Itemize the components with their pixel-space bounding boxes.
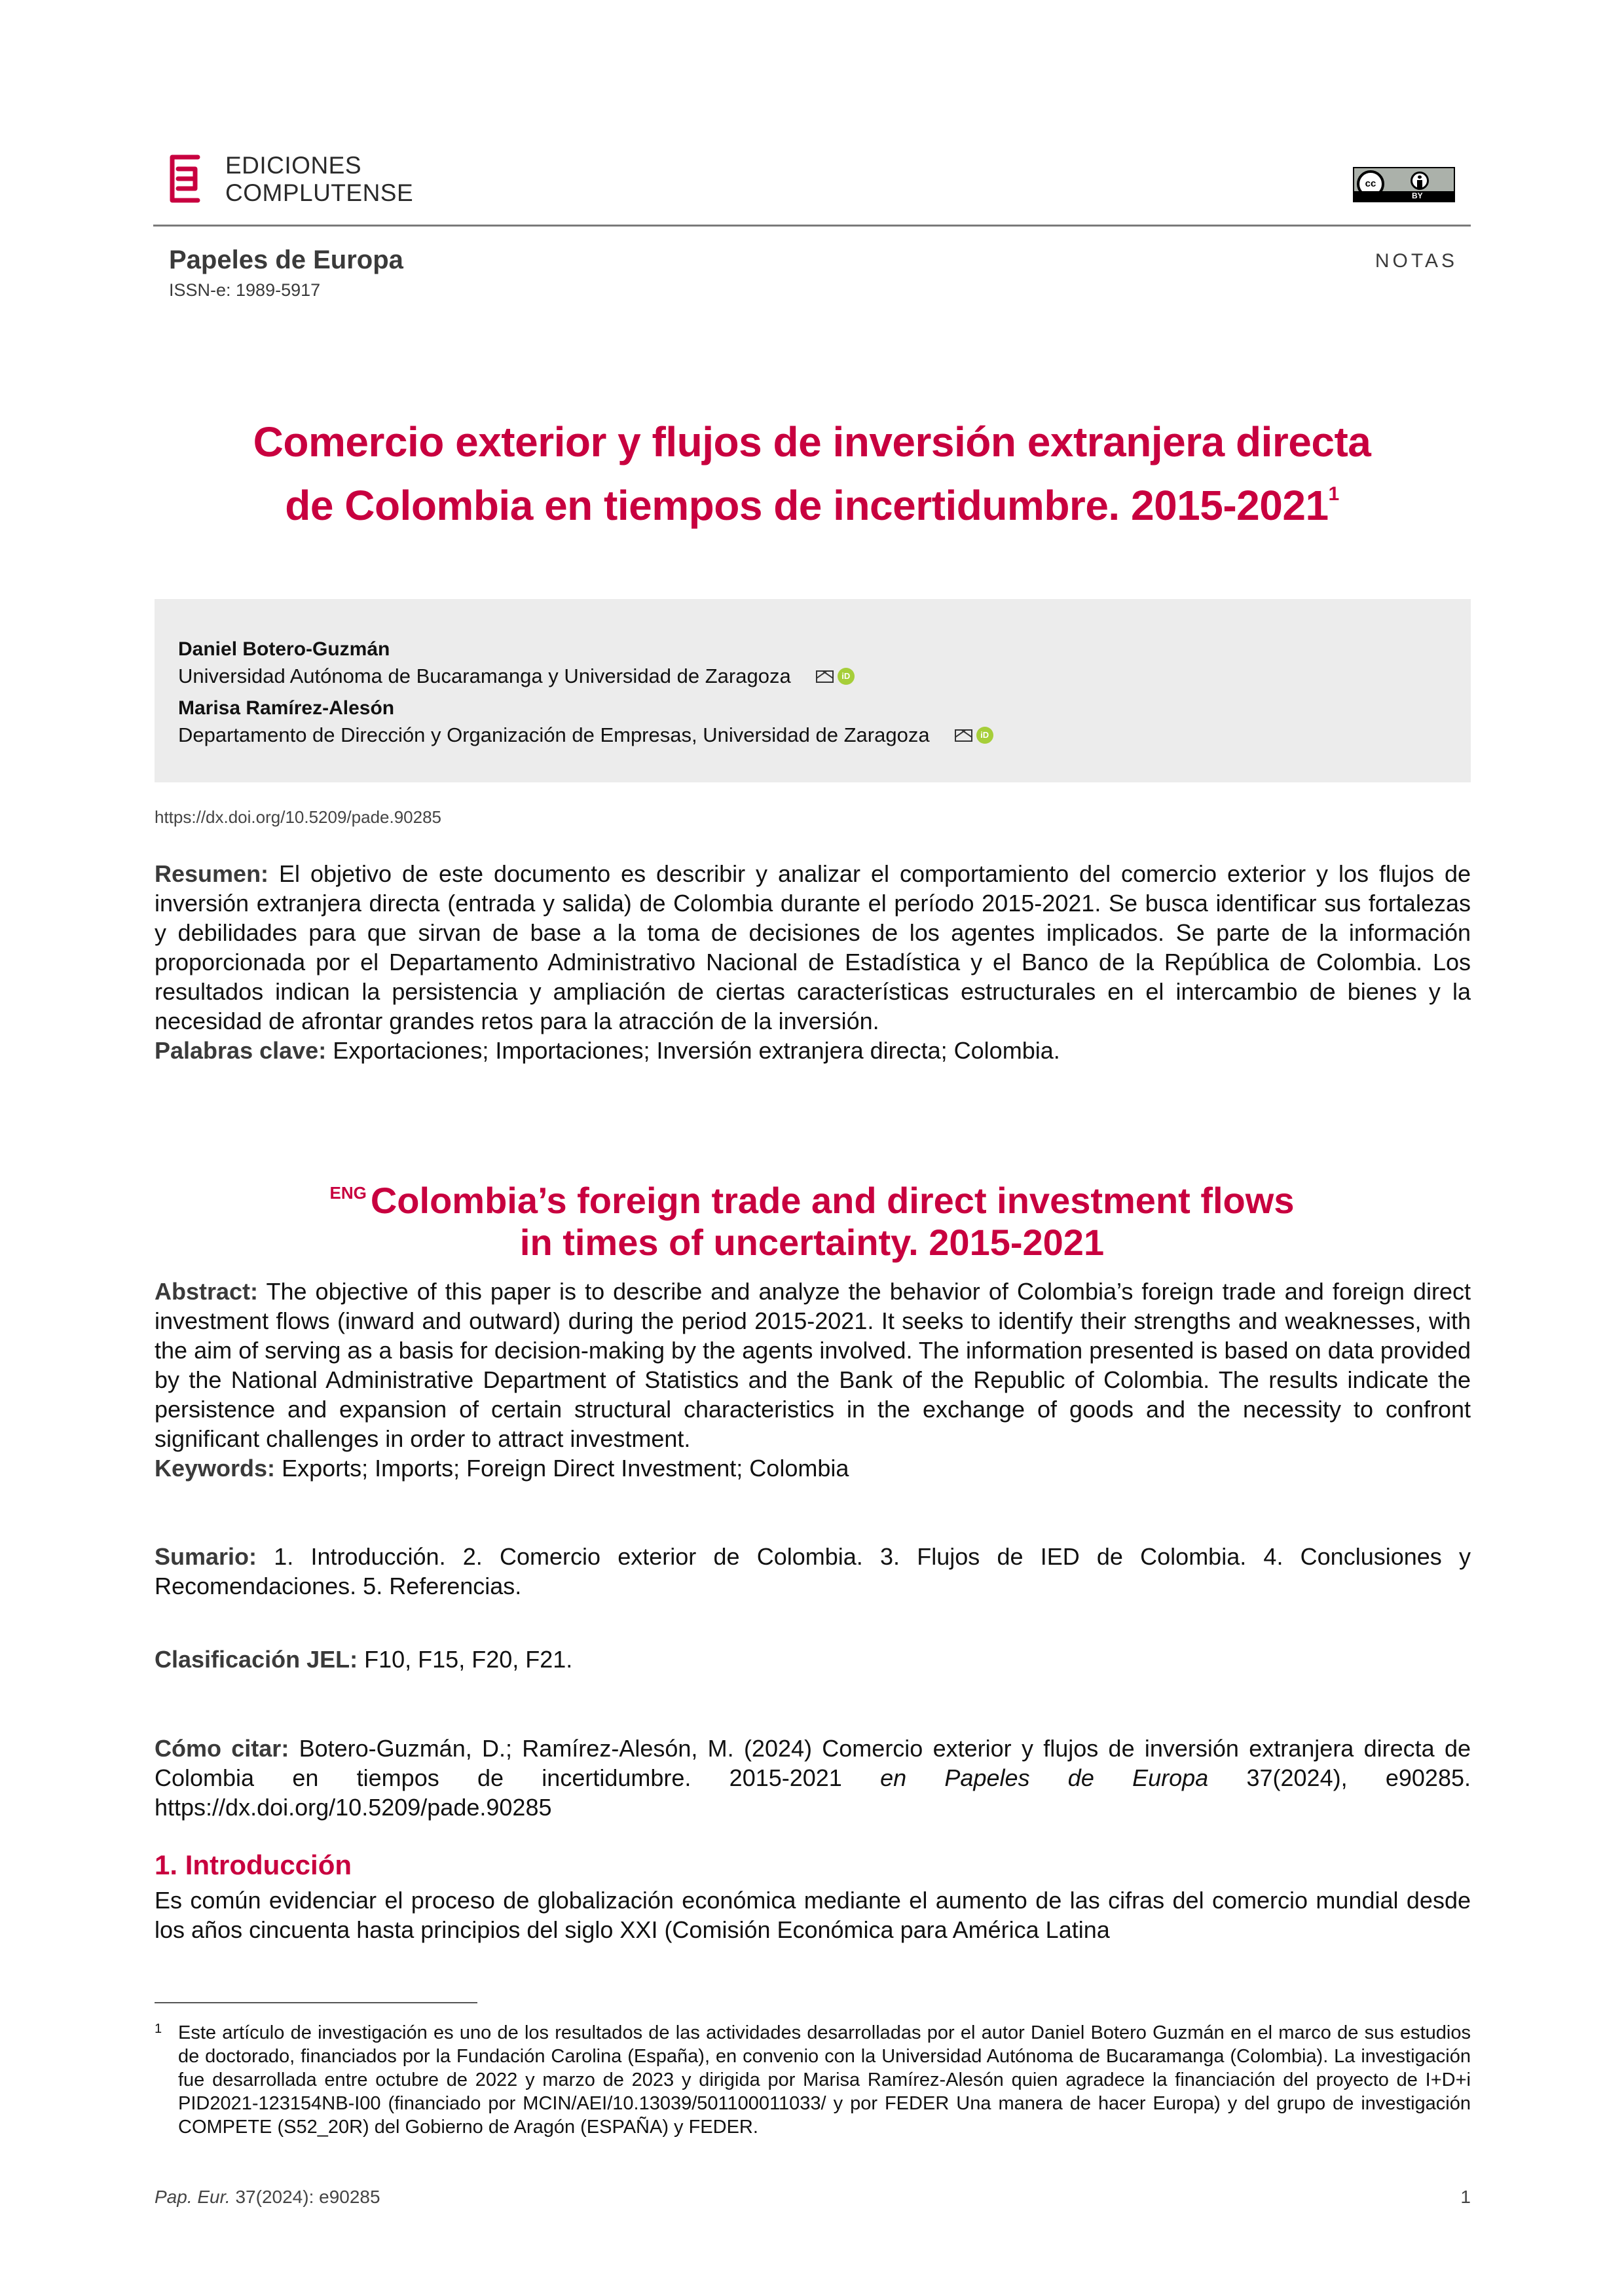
mail-icon[interactable] xyxy=(955,729,972,742)
attribution-person-icon xyxy=(1411,172,1429,190)
footnote-ref[interactable]: 1 xyxy=(1328,483,1339,505)
keywords-label: Palabras clave: xyxy=(155,1037,327,1064)
article-title: Comercio exterior y flujos de inversión extranjera directa de Colombia en tiempos de incertidumbre. 2015-2021$^1$ xyxy=(253,418,1371,529)
abstract-label: Abstract: xyxy=(155,1278,259,1305)
publisher-name: EDICIONES COMPLUTENSE xyxy=(225,152,414,206)
jel-text: F10, F15, F20, F21. xyxy=(364,1646,573,1673)
cc-icon: cc xyxy=(1357,170,1384,198)
resumen-label: Resumen: xyxy=(155,860,269,887)
sumario-text: 1. Introducción. 2. Comercio exterior de Colombia. 3. Flujos de IED de Colombia. 4. Conclusiones y Recomendaciones. 5. Referencias. xyxy=(155,1543,1471,1599)
by-label: BY xyxy=(1412,191,1423,200)
header-divider xyxy=(153,225,1471,227)
doi-link[interactable]: https://dx.doi.org/10.5209/pade.90285 xyxy=(155,807,442,827)
intro-paragraph: Es común evidenciar el proceso de globalización económica mediante el aumento de las cifras del comercio mundial desde los años cincuenta hasta principios del siglo XXI (Comisión Económica para América Latina xyxy=(155,1887,1471,1943)
author-affiliation: Universidad Autónoma de Bucaramanga y Universidad de Zaragoza iD xyxy=(178,665,855,688)
keywords-label: Keywords: xyxy=(155,1455,276,1482)
cite-block: Cómo citar: Botero-Guzmán, D.; Ramírez-Alesón, M. (2024) Comercio exterior y flujos de inversión extranjera directa de Colombia en tiempos de incertidumbre. 2015-2021 en Papeles de Europa 37(2024), e90285. https://dx.doi.org/10.5209/pade.90285 xyxy=(155,1735,1471,1821)
cc-by-license-badge[interactable] xyxy=(1353,167,1455,202)
page-number: 1 xyxy=(1460,2187,1471,2207)
author-name: Daniel Botero-Guzmán xyxy=(178,638,390,660)
footnote xyxy=(155,2021,1471,2139)
footnote-divider xyxy=(155,2002,477,2003)
abstract-block xyxy=(155,1277,1471,1483)
resumen-block xyxy=(155,859,1471,1065)
footnote-text: Este artículo de investigación es uno de los resultados de las actividades desarrolladas por el autor Daniel Botero Guzmán en el marco de sus estudios de doctorado, financiados por la Fundación Carolina (España), en convenio con la Universidad Autónoma de Bucaramanga (Colombia). La investigación fue desarrollada entre octubre de 2022 y marzo de 2023 y dirigida por Marisa Ramírez-Alesón quien agradece la financiación del proyecto de I+D+i PID2021-123154NB-I00 (financiado por MCIN/AEI/10.13039/501100011033/ y por FEDER Una manera de hacer Europa) y del grupo de investigación COMPETE (S52_20R) del Gobierno de Aragón (ESPAÑA) y FEDER. xyxy=(178,2022,1471,2138)
authors-box xyxy=(155,599,1471,782)
section-label: NOTAS xyxy=(1375,250,1458,272)
abstract-text: The objective of this paper is to describe and analyze the behavior of Colombia’s foreign trade and foreign direct investment flows (inward and outward) during the period 2015-2021. It seeks to identify their strengths and weaknesses, with the aim of serving as a basis for decision-making by the agents involved. The information presented is based on data provided by the National Administrative Department of Statistics and the Bank of the Republic of Colombia. The results indicate the persistence and expansion of certain structural characteristics in the exchange of goods and the necessity to confront significant challenges in order to attract investment. xyxy=(155,1278,1471,1452)
keywords-text: Exports; Imports; Foreign Direct Investment; Colombia xyxy=(282,1455,849,1482)
keywords-text: Exportaciones; Importaciones; Inversión extranjera directa; Colombia. xyxy=(333,1037,1060,1064)
sumario-label: Sumario: xyxy=(155,1543,257,1570)
mail-icon[interactable] xyxy=(816,670,834,683)
author-affiliation: Departamento de Dirección y Organización de Empresas, Universidad de Zaragoza iD xyxy=(178,723,993,747)
orcid-icon[interactable]: iD xyxy=(838,668,855,685)
jel-label: Clasificación JEL: xyxy=(155,1646,358,1673)
english-title: $^{ENG}$ Colombia’s foreign trade and direct investment flows in times of uncertainty. 2015-2021 xyxy=(329,1180,1295,1263)
cite-label: Cómo citar: xyxy=(155,1735,289,1762)
footer-citation: Pap. Eur. 37(2024): e90285 xyxy=(155,2187,380,2207)
footnote-number: 1 xyxy=(155,2022,162,2036)
language-tag: ENG xyxy=(329,1183,367,1203)
section-heading-introduccion: 1. Introducción xyxy=(155,1850,352,1880)
publisher-logo xyxy=(169,152,414,207)
journal-name: Papeles de Europa xyxy=(169,246,403,274)
resumen-text: El objetivo de este documento es describir y analizar el comportamiento del comercio exterior y los flujos de inversión extranjera directa (entrada y salida) de Colombia durante el período 2015-2021. Se busca identificar sus fortalezas y debilidades para que sirvan de base a la toma de decisiones de los agentes implicados. Se parte de la información proporcionada por el Departamento Administrativo Nacional de Estadística y el Banco de la República de Colombia. Los resultados indican la persistencia y ampliación de ciertas características estructurales en el intercambio de bienes y la necesidad de afrontar grandes retos para la atracción de la inversión. xyxy=(155,860,1471,1034)
ediciones-complutense-logo-icon xyxy=(169,155,202,203)
jel-block xyxy=(155,1645,1471,1674)
orcid-icon[interactable]: iD xyxy=(976,727,993,744)
author-name: Marisa Ramírez-Alesón xyxy=(178,697,395,719)
sumario-block xyxy=(155,1542,1471,1601)
journal-issn: ISSN-e: 1989-5917 xyxy=(169,280,321,300)
